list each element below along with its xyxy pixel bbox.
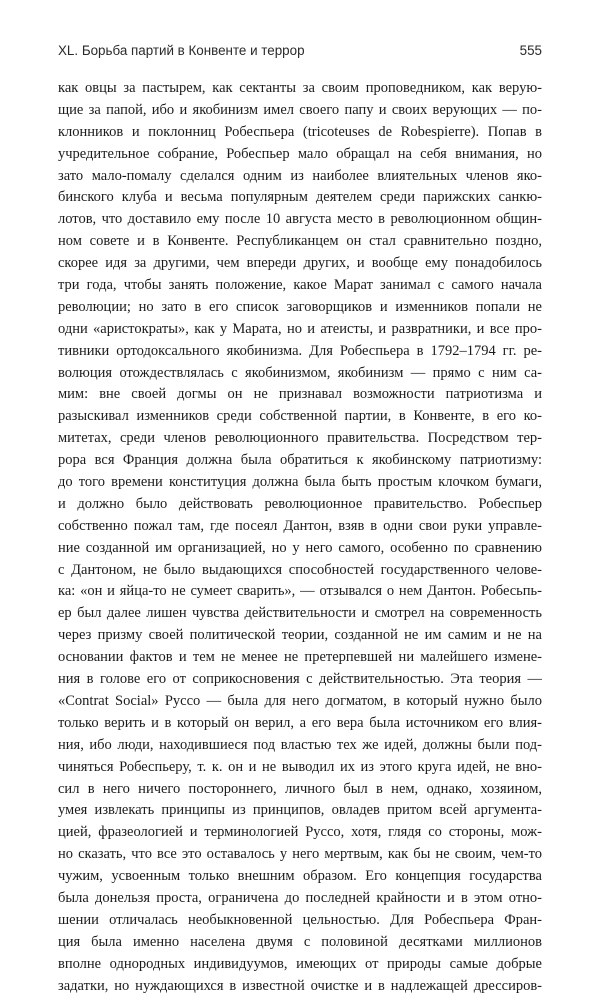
text-line: с Дантоном, не было выдающихся способностей государственного челове- (58, 561, 542, 578)
text-line: ном совете и в Конвенте. Республиканцем он стал сравнительно поздно, (58, 233, 542, 250)
text-line: ка: «он и яйца-то не сумеет сварить», — отзывался о нем Дантон. Робесьпь- (58, 583, 542, 600)
text-line: основании фактов и тем не менее не претерпевшей ни малейшего измене- (58, 649, 542, 666)
running-header (58, 43, 542, 65)
text-line: ния в голове его от соприкосновения с действительностью. Эта теория — (58, 671, 542, 688)
text-line: лотов, что доставило ему после 10 августа место в революционном общин- (58, 211, 542, 228)
text-line: три года, чтобы занять положение, какое Марат занимал с самого начала (58, 277, 542, 294)
text-line: только верить и в который он верил, а его вера была источником его влия- (58, 714, 542, 731)
text-line: революции; но зато в его список заговорщиков и изменников попали не (58, 298, 542, 315)
text-line: ния, ибо люди, находившиеся под властью тех же идей, должны были под- (58, 736, 542, 753)
body-text (58, 78, 542, 997)
text-line: волюция отождествлялась с якобинизмом, якобинизм — прямо с ним са- (58, 364, 542, 381)
text-line: разыскивал изменников среди собственной партии, в Конвенте, в его ко- (58, 408, 542, 425)
text-line: ер был далее лишен чувства действительности и смотрел на современность (58, 605, 542, 622)
text-line: цией, фразеологией и терминологией Руссо, хотя, глядя со стороны, мож- (58, 824, 542, 841)
text-line: чужим, усвоенным только внешним образом. Его концепция государства (58, 868, 542, 885)
text-line: чиняться Робеспьеру, т. к. он и не выводил их из этого круга идей, не вно- (58, 758, 542, 775)
text-line: была донельзя проста, ограничена до последней крайности и в этом отно- (58, 889, 542, 906)
text-line: до того времени конституция должна была быть простым клочком бумаги, (58, 474, 542, 491)
text-line: клонников и поклонниц Робеспьера (tricoteuses de Robespierre). Попав в (58, 123, 542, 140)
text-line: умея извлекать принципы из принципов, овладев притом всей аргумента- (58, 802, 542, 819)
text-line: митетах, среди членов революционного правительства. Посредством тер- (58, 430, 542, 447)
chapter-title: XL. Борьба партий в Конвенте и террор (58, 43, 305, 58)
text-line: задатки, но нуждающихся в известной очистке и в надлежащей дрессиров- (58, 977, 542, 994)
text-line: вполне однородных индивидуумов, имеющих от природы самые добрые (58, 955, 542, 972)
text-line: но сказать, что все это оставалось у него мертвым, как бы не своим, чем-то (58, 846, 542, 863)
page-number: 555 (519, 43, 542, 58)
text-line: бинского клуба и весьма популярным деятелем среди парижских санкю- (58, 189, 542, 206)
text-line: мим: вне своей догмы он не признавал возможности патриотизма и (58, 386, 542, 403)
text-line: «Contrat Social» Руссо — была для него догматом, в который нужно было (58, 692, 542, 709)
text-line: сил в него ничего постороннего, личного был в нем, однако, хозяином, (58, 780, 542, 797)
text-line: зато мало-помалу сделался одним из наиболее влиятельных членов яко- (58, 167, 542, 184)
text-line: через призму своей политической теории, созданной не им самим и не на (58, 627, 542, 644)
text-line: рора вся Франция должна была обратиться к якобинскому патриотизму: (58, 452, 542, 469)
text-line: щие за папой, ибо и якобинизм имел своего папу и своих верующих — по- (58, 101, 542, 118)
text-line: как овцы за пастырем, как сектанты за своим проповедником, как верую- (58, 80, 542, 96)
text-line: собственно пожал там, где посеял Дантон, взяв в одни свои руки управле- (58, 517, 542, 534)
text-line: шении отличалась необыкновенной цельностью. Для Робеспьера Фран- (58, 911, 542, 928)
text-line: одни «аристократы», как у Марата, но и атеисты, и развратники, и все про- (58, 320, 542, 337)
text-line: и должно было действовать революционное правительство. Робеспьер (58, 495, 542, 512)
text-line: скорее идя за другими, чем впереди других, и вообще ему понадобилось (58, 255, 542, 272)
text-line: учредительное собрание, Робеспьер мало обращал на себя внимания, но (58, 145, 542, 162)
text-line: ция была именно населена двумя с половиной десятками миллионов (58, 933, 542, 950)
text-line: ние созданной им организацией, но у него самого, особенно по сравнению (58, 539, 542, 556)
text-line: тивники ортодоксального якобинизма. Для Робеспьера в 1792–1794 гг. ре- (58, 342, 542, 359)
